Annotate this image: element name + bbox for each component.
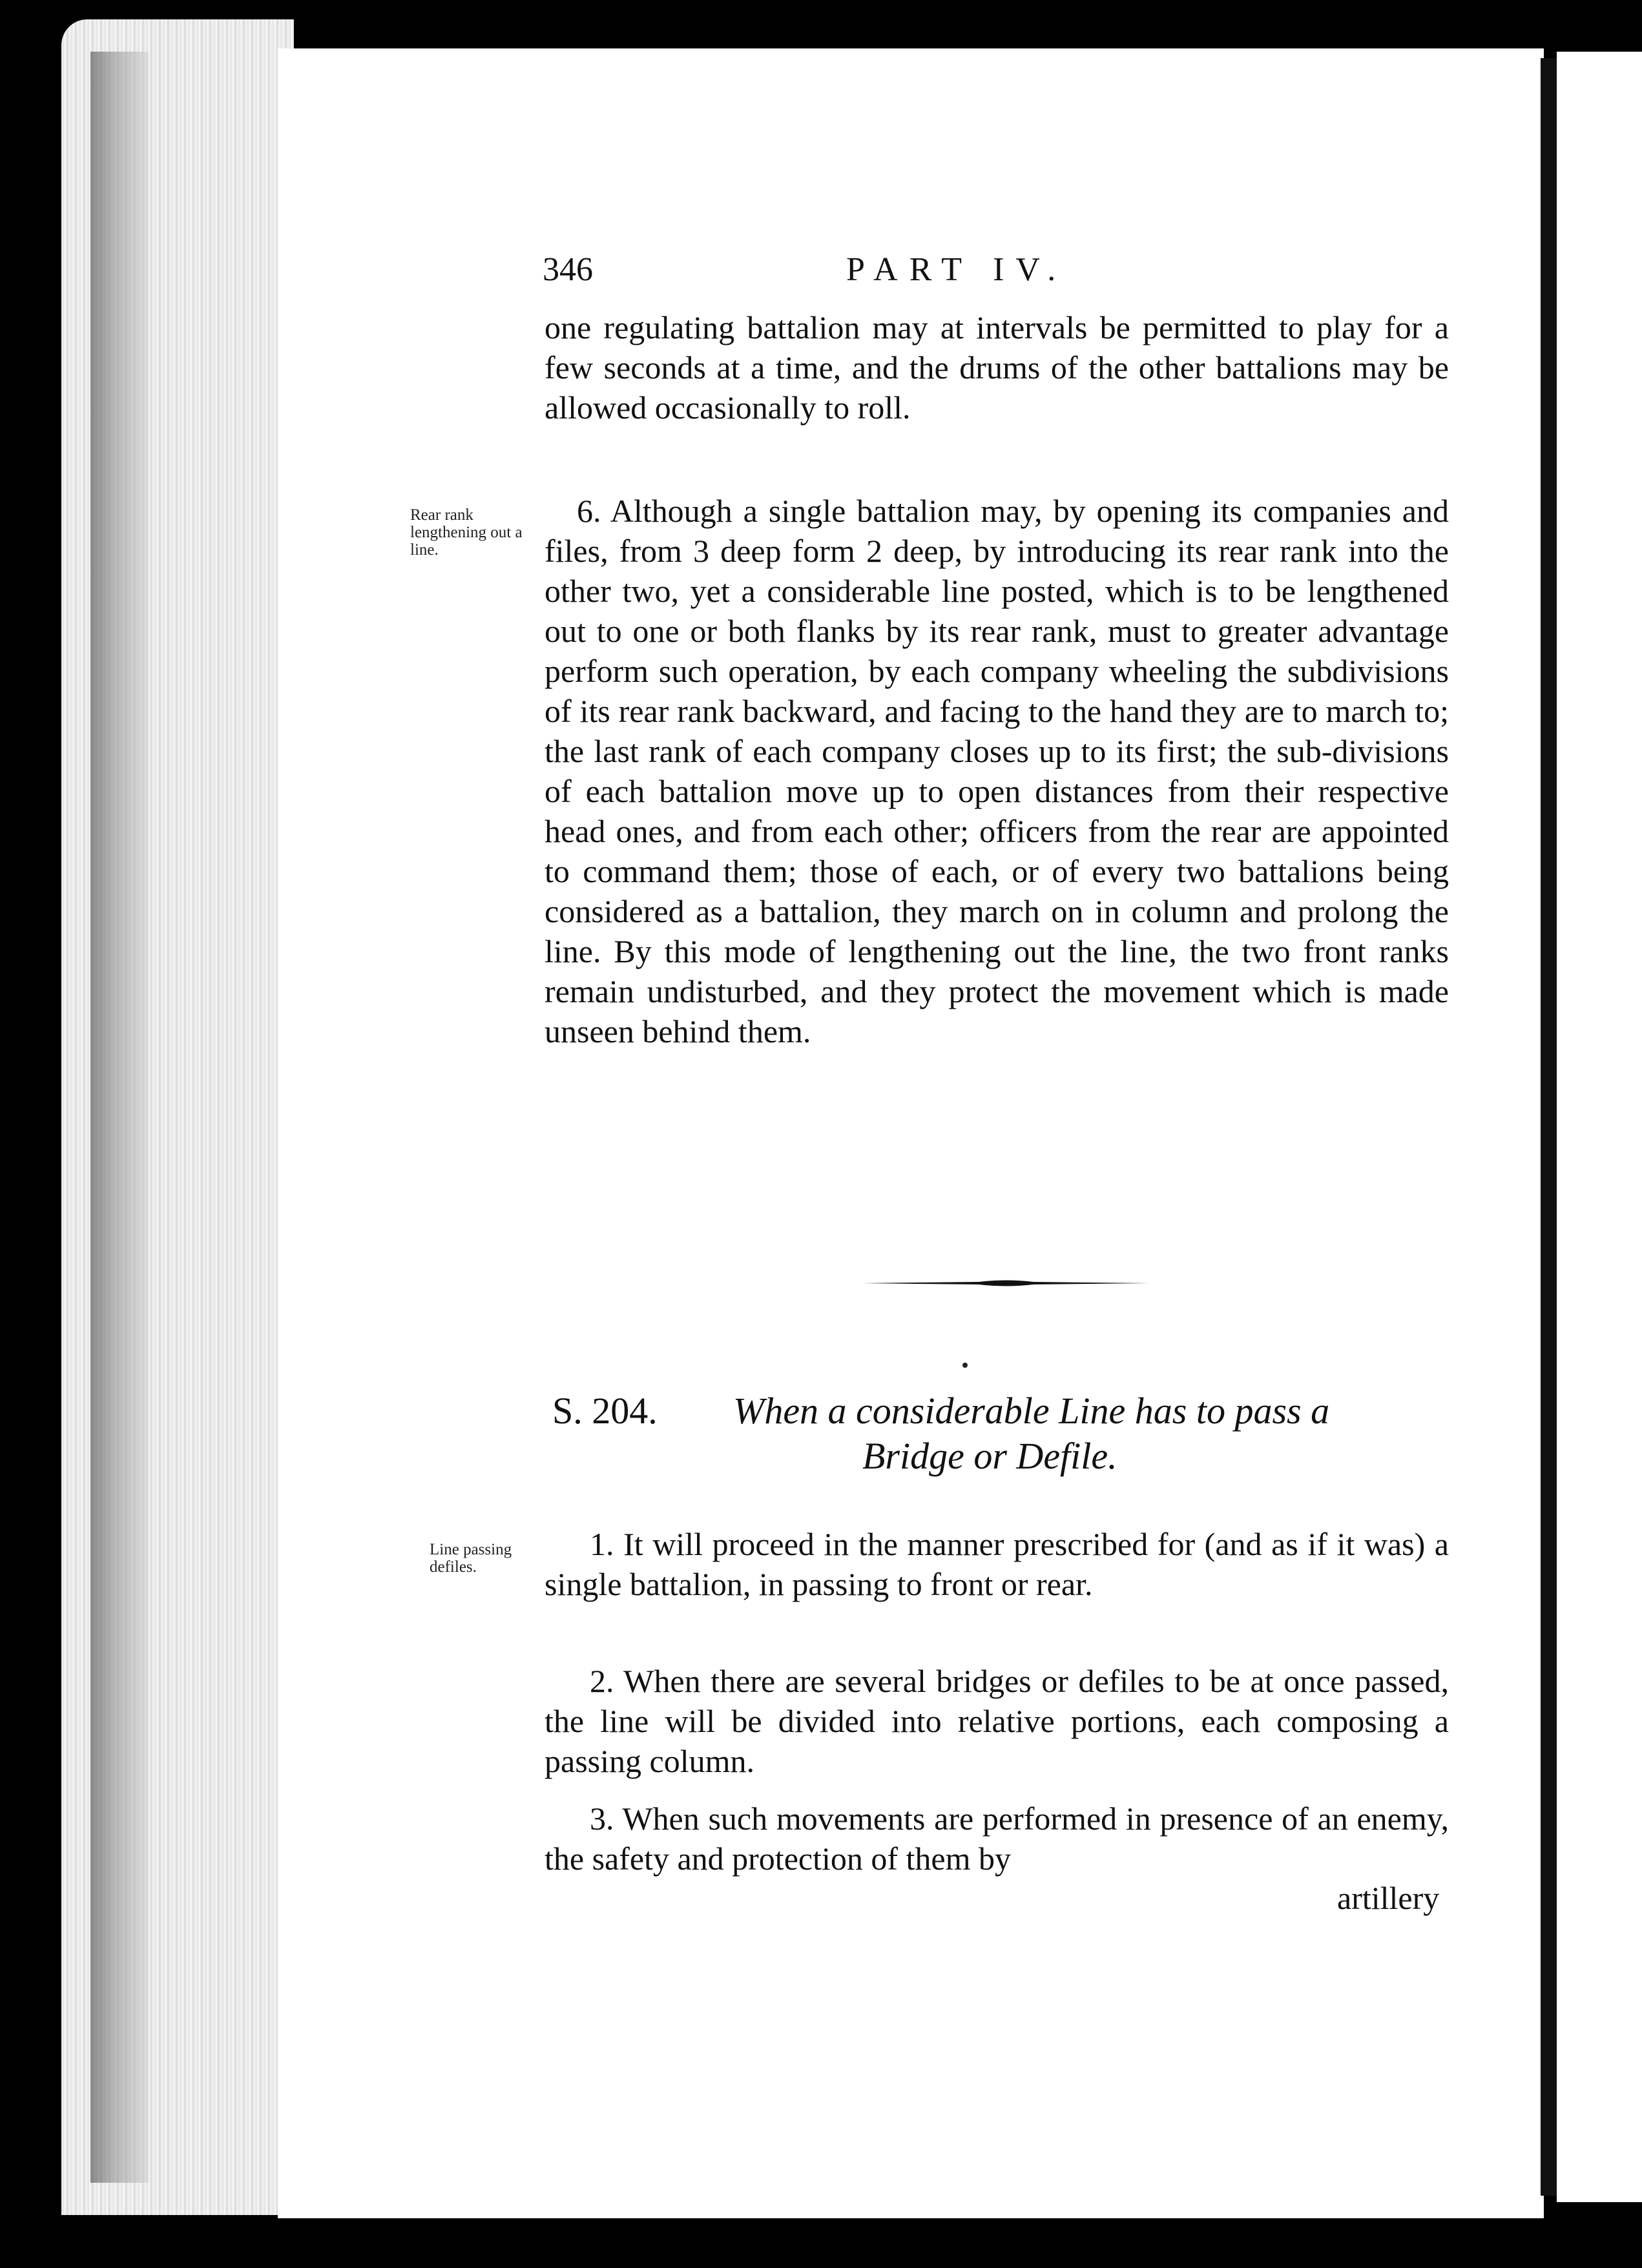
paragraph-3 xyxy=(545,1799,1449,1879)
paragraph-1 xyxy=(545,1524,1449,1604)
stray-mark xyxy=(962,1363,968,1368)
page-header xyxy=(543,251,1447,289)
paragraph-text: one regulating battalion may at intervals be permitted to play for a few seconds at a time, and the drums of the other battalions may be allowed occasionally to roll. xyxy=(545,309,1449,426)
paragraph-6 xyxy=(545,491,1449,1051)
marginal-note-rear-rank: Rear rank lengthening out a line. xyxy=(410,506,523,559)
section-title-line1: When a considerable Line has to pass a xyxy=(733,1390,1330,1432)
paragraph-text: 1. It will proceed in the manner prescribed for (and as if it was) a single battalion, in passing to front or rear. xyxy=(545,1526,1449,1602)
page-number: 346 xyxy=(543,251,593,288)
gutter-shadow xyxy=(1541,58,1559,2196)
paragraph-text: 2. When there are several bridges or defiles to be at once passed, the line will be divided into relative portions, each composing a passing column. xyxy=(545,1663,1449,1779)
paragraph-continuation xyxy=(545,307,1449,428)
facing-page-edge xyxy=(1557,52,1642,2202)
section-title-line2: Bridge or Defile. xyxy=(862,1435,1117,1477)
running-head: PART IV. xyxy=(846,251,1068,288)
marginal-note-line-passing: Line passing defiles. xyxy=(430,1541,512,1576)
paragraph-text: 6. Although a single battalion may, by opening its companies and files, from 3 deep form 2 deep, by introducing its rear rank into the other two, yet a considerable line posted, which is to be lengthened out to one or both flanks by its rear rank, must to greater advantage perform such operation, by each company wheeling the subdivisions of its rear rank backward, and facing to the hand they are to march to; the last rank of each company closes up to its first; the sub-divisions of each battalion move up to open distances from their respective head ones, and from each other; officers from the rear are appointed to command them; those of each, or of every two battalions being considered as a battalion, they march on in column and prolong the line. By this mode of lengthening out the line, the two front ranks remain undisturbed, and they protect the movement which is made unseen behind them. xyxy=(545,493,1449,1049)
catchword: artillery xyxy=(1337,1880,1440,1916)
paragraph-2 xyxy=(545,1661,1449,1781)
ornamental-rule xyxy=(862,1279,1150,1288)
section-number: S. 204. xyxy=(552,1390,658,1432)
binding-shadow xyxy=(90,52,149,2183)
paragraph-text: 3. When such movements are performed in presence of an enemy, the safety and protection of them by xyxy=(545,1800,1449,1877)
